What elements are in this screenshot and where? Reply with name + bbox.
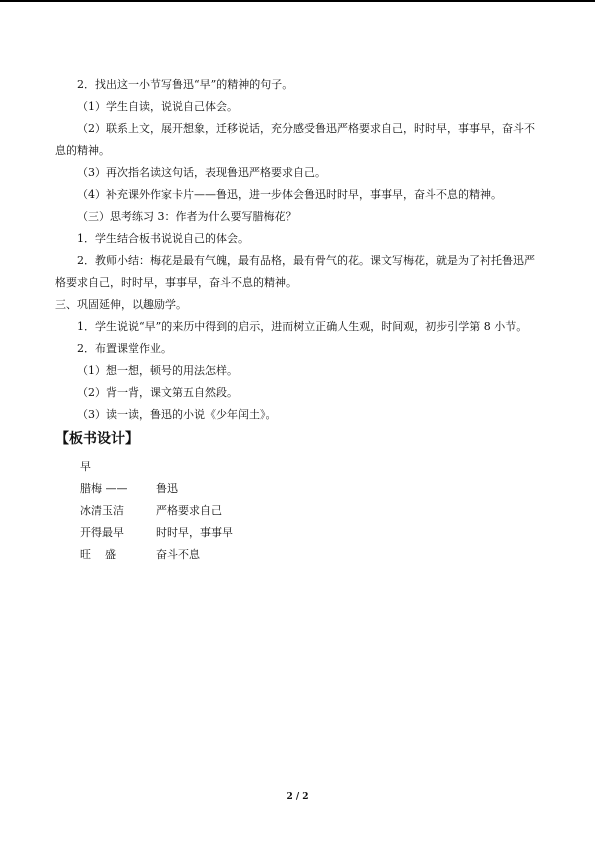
board-design [55,456,535,566]
paragraph: （3）再次指名读这句话，表现鲁迅严格要求自己。 [77,166,326,179]
paragraph: （三）思考练习 3：作者为什么要写腊梅花？ [77,210,297,223]
board-row [80,522,535,544]
board-row [80,544,535,566]
board-row-right: 鲁迅 [156,482,178,495]
board-row-left: 开得最早 [80,526,124,539]
board-row-right: 严格要求自己 [156,504,222,517]
board-row-left: 旺 盛 [80,548,116,561]
paragraph: 2．找出这一小节写鲁迅“早”的精神的句子。 [77,78,294,91]
paragraph: 2．教师小结：梅花是最有气魄，最有品格，最有骨气的花。课文写梅花，就是为了衬托鲁迅严格要求自己，时时早，事事早，奋斗不息的精神。 [55,254,535,289]
paragraph: （1）想一想，顿号的用法怎样。 [77,364,238,377]
board-title-row [80,456,535,478]
board-row [80,500,535,522]
top-rule [0,0,595,2]
paragraph: （2）联系上文，展开想象，迁移说话，充分感受鲁迅严格要求自己，时时早，事事早，奋斗不息的精神。 [55,122,535,157]
paragraph: （3）读一读，鲁迅的小说《少年闰土》。 [77,408,277,421]
board-title: 早 [80,460,91,473]
paragraph: 1．学生结合板书说说自己的体会。 [77,232,249,245]
page-number: 2 / 2 [286,792,309,802]
paragraph: 1．学生说说“早”的来历中得到的启示，进而树立正确人生观，时间观，初步引学第 8 小节。 [77,320,528,333]
paragraph: （1）学生自读，说说自己体会。 [77,100,238,113]
paragraph: （2）背一背，课文第五自然段。 [77,386,238,399]
board-design-heading: 【板书设计】 [55,431,139,447]
paragraph: （4）补充课外作家卡片——鲁迅，进一步体会鲁迅时时早，事事早，奋斗不息的精神。 [77,188,502,201]
paragraph: 2．布置课堂作业。 [77,342,172,355]
board-row-left: 腊梅 —— [80,482,128,495]
board-row-left: 冰清玉洁 [80,504,124,517]
lesson-body [55,74,535,566]
board-row [80,478,535,500]
section-heading: 三、巩固延伸，以趣励学。 [55,298,187,311]
board-row-right: 奋斗不息 [156,548,200,561]
board-row-right: 时时早，事事早 [156,526,233,539]
